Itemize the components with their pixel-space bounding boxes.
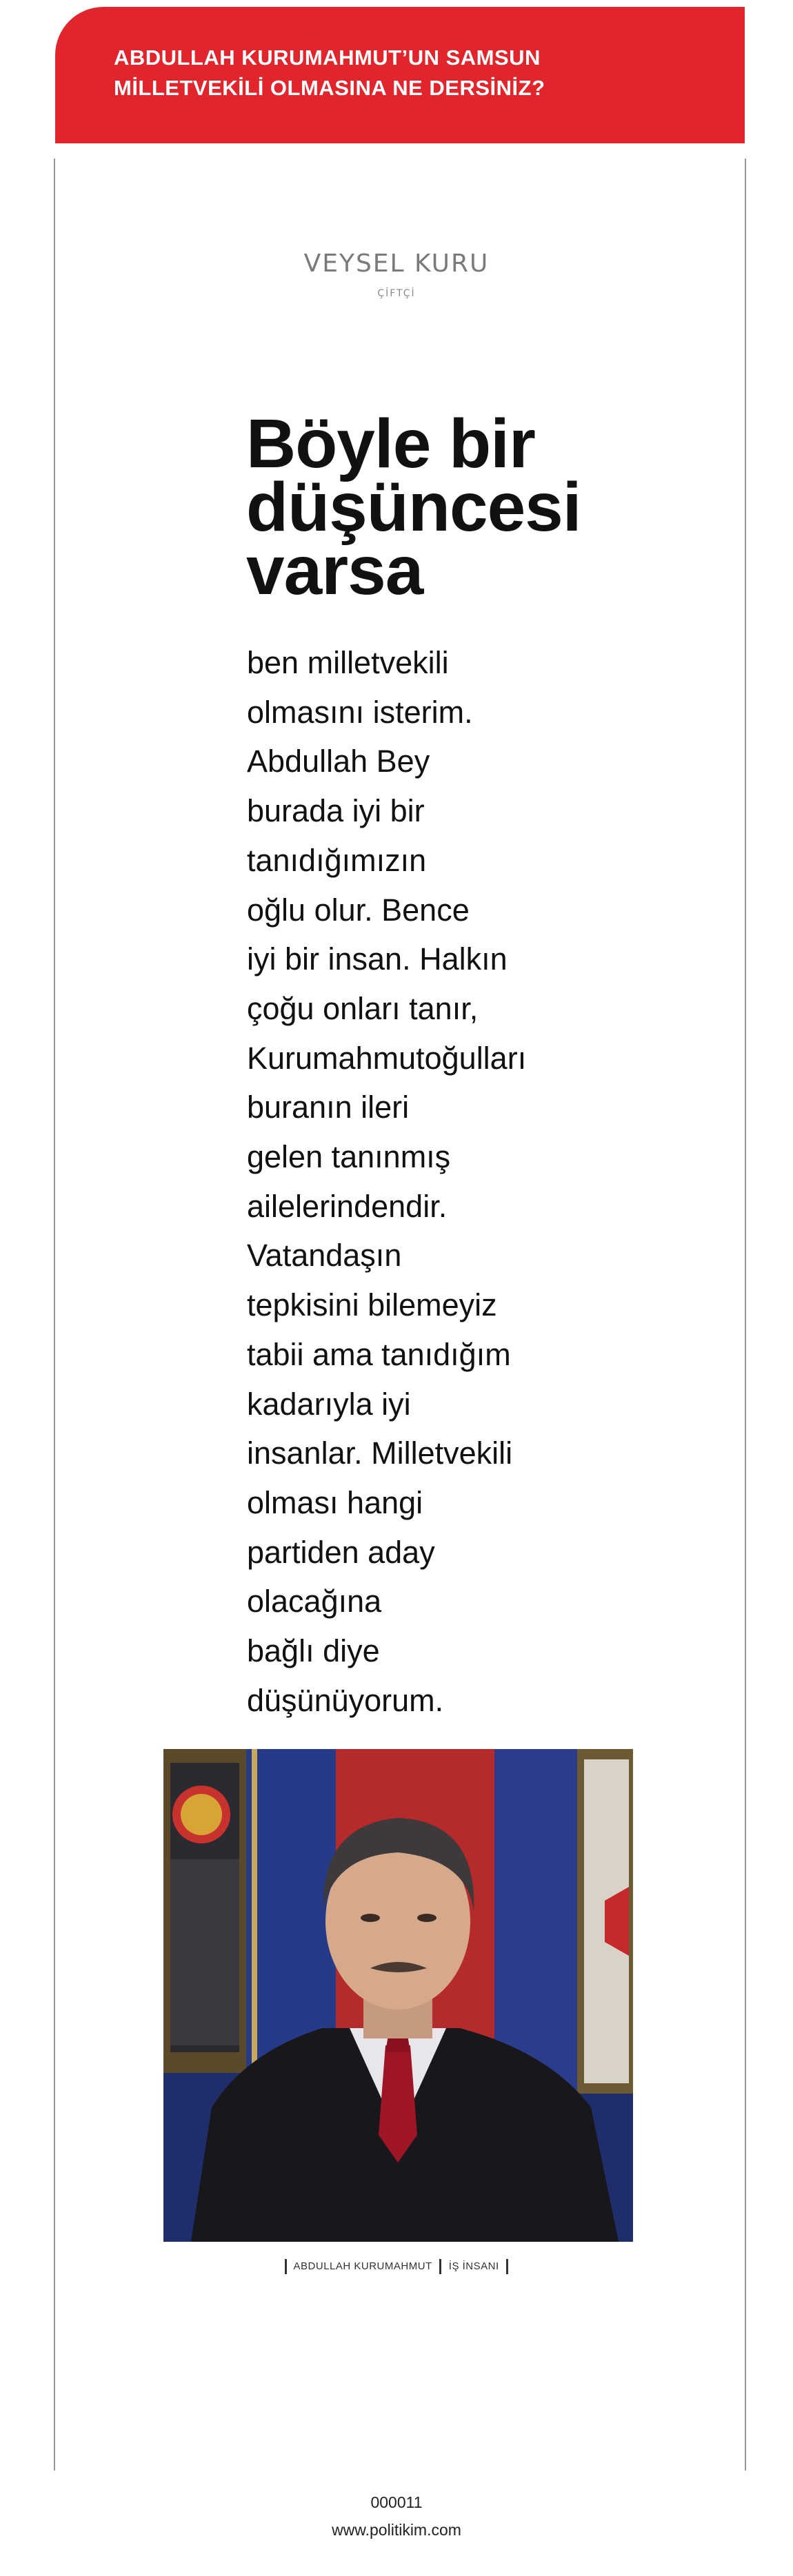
body-line: ailelerindendir. (247, 1188, 448, 1224)
body-line: buranın ileri (247, 1090, 410, 1125)
headline-line: Böyle bir (246, 405, 535, 482)
website-url: www.politikim.com (332, 2521, 461, 2539)
body-line: olması hangi (247, 1484, 423, 1520)
body-line: tabii ama tanıdığım (247, 1336, 511, 1372)
body-line: gelen tanınmış (247, 1139, 451, 1175)
body-line: tanıdığımızın (247, 842, 427, 878)
page-number: 000011 (370, 2493, 423, 2511)
body-line: iyi bir insan. Halkın (247, 941, 508, 977)
caption-name: ABDULLAH KURUMAHMUT (293, 2260, 432, 2272)
pull-quote-headline (246, 405, 632, 609)
caption-separator (506, 2259, 508, 2274)
body-line: burada iyi bir (247, 793, 425, 829)
caption-separator (285, 2259, 287, 2274)
headline-line: düşüncesi (246, 469, 581, 546)
survey-question-line-1: ABDULLAH KURUMAHMUT’UN SAMSUN (114, 45, 541, 70)
body-line: oğlu olur. Bence (247, 892, 470, 928)
body-line: tepkisini bilemeyiz (247, 1287, 497, 1323)
caption-separator (439, 2259, 441, 2274)
body-line: bağlı diye (247, 1633, 380, 1669)
body-line: olmasını isterim. (247, 694, 473, 730)
respondent-name: VEYSEL KURU (303, 249, 490, 278)
caption-role: İŞ İNSANI (448, 2260, 499, 2272)
survey-question-line-2: MİLLETVEKİLİ OLMASINA NE DERSİNİZ? (114, 76, 545, 100)
body-line: olacağına (247, 1584, 382, 1619)
body-line: insanlar. Milletvekili (247, 1435, 513, 1471)
survey-question (114, 43, 545, 103)
left-column-rule (54, 159, 55, 2471)
body-line: Kurumahmutoğulları (247, 1040, 527, 1076)
body-line: partiden aday (247, 1534, 435, 1570)
answer-body-text (247, 638, 526, 1725)
body-line: Abdullah Bey (247, 744, 430, 779)
question-banner (55, 7, 745, 143)
right-column-rule (745, 159, 746, 2471)
body-line: Vatandaşın (247, 1238, 402, 1274)
body-line: çoğu onları tanır, (247, 990, 479, 1026)
body-line: düşünüyorum. (247, 1682, 444, 1718)
headline-line: varsa (246, 532, 423, 609)
photo-caption (0, 2259, 793, 2274)
body-line: kadarıyla iyi (247, 1386, 411, 1422)
respondent-occupation: ÇİFTÇİ (377, 288, 416, 299)
portrait-photo (163, 1749, 633, 2242)
body-line: ben milletvekili (247, 645, 449, 680)
